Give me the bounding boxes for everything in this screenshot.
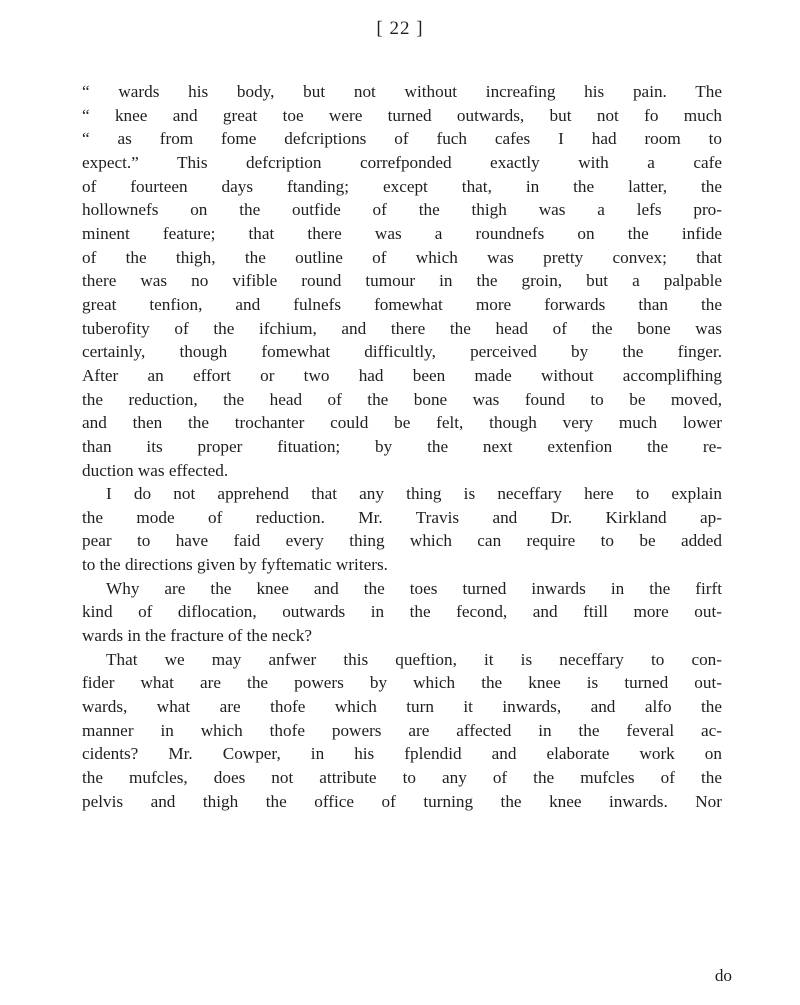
text-line: the reduction, the head of the bone was found to be moved, — [82, 389, 722, 409]
text-line: minent feature; that there was a roundnefs on the infide — [82, 223, 722, 243]
text-line: tuberofity of the ifchium, and there the head of the bone was — [82, 318, 722, 338]
text-line: manner in which thofe powers are affected in the feveral ac- — [82, 720, 722, 740]
page-number: [ 22 ] — [376, 18, 424, 39]
text-line: great tenfion, and fulnefs fomewhat more forwards than the — [82, 294, 722, 314]
text-line: wards in the fracture of the neck? — [82, 626, 313, 646]
text-line: “ knee and great toe were turned outwards, but not fo much — [82, 105, 722, 125]
text-line: “ as from fome defcriptions of fuch cafes I had room to — [82, 129, 722, 149]
text-line: That we may anfwer this queftion, it is neceffary to con- — [106, 649, 722, 669]
text-line: expect.” This defcription correfponded exactly with a cafe — [82, 152, 722, 172]
text-line: there was no vifible round tumour in the groin, but a palpable — [82, 271, 722, 291]
text-line: than its proper fituation; by the next extenfion the re- — [82, 436, 722, 456]
text-line: to the directions given by fyftematic writers. — [82, 555, 388, 575]
text-line: certainly, though fomewhat difficultly, perceived by the finger. — [82, 342, 722, 362]
text-line: Why are the knee and the toes turned inwards in the firft — [106, 578, 722, 598]
text-line: the mufcles, does not attribute to any of the mufcles of the — [82, 768, 722, 788]
text-line: cidents? Mr. Cowper, in his fplendid and elaborate work on — [82, 744, 722, 764]
text-line: the mode of reduction. Mr. Travis and Dr. Kirkland ap- — [82, 507, 722, 527]
text-line: pelvis and thigh the office of turning the knee inwards. Nor — [82, 791, 722, 811]
text-line: and then the trochanter could be felt, though very much lower — [82, 413, 722, 433]
text-line: After an effort or two had been made without accomplifhing — [82, 365, 722, 385]
text-line: hollownefs on the outfide of the thigh was a lefs pro- — [82, 200, 722, 220]
text-line: duction was effected. — [82, 460, 229, 480]
text-line: of fourteen days ftanding; except that, in the latter, the — [82, 176, 722, 196]
text-line: fider what are the powers by which the knee is turned out- — [82, 673, 722, 693]
text-line: “ wards his body, but not without increafing his pain. The — [82, 82, 722, 101]
body-text — [82, 80, 722, 813]
catchword: do — [714, 966, 732, 985]
text-line: kind of diflocation, outwards in the fecond, and ftill more out- — [82, 602, 722, 622]
text-line: pear to have faid every thing which can require to be added — [82, 531, 722, 551]
text-line: wards, what are thofe which turn it inwards, and alfo the — [82, 697, 722, 717]
text-line: I do not apprehend that any thing is neceffary here to explain — [106, 484, 722, 504]
text-line: of the thigh, the outline of which was pretty convex; that — [82, 247, 722, 267]
